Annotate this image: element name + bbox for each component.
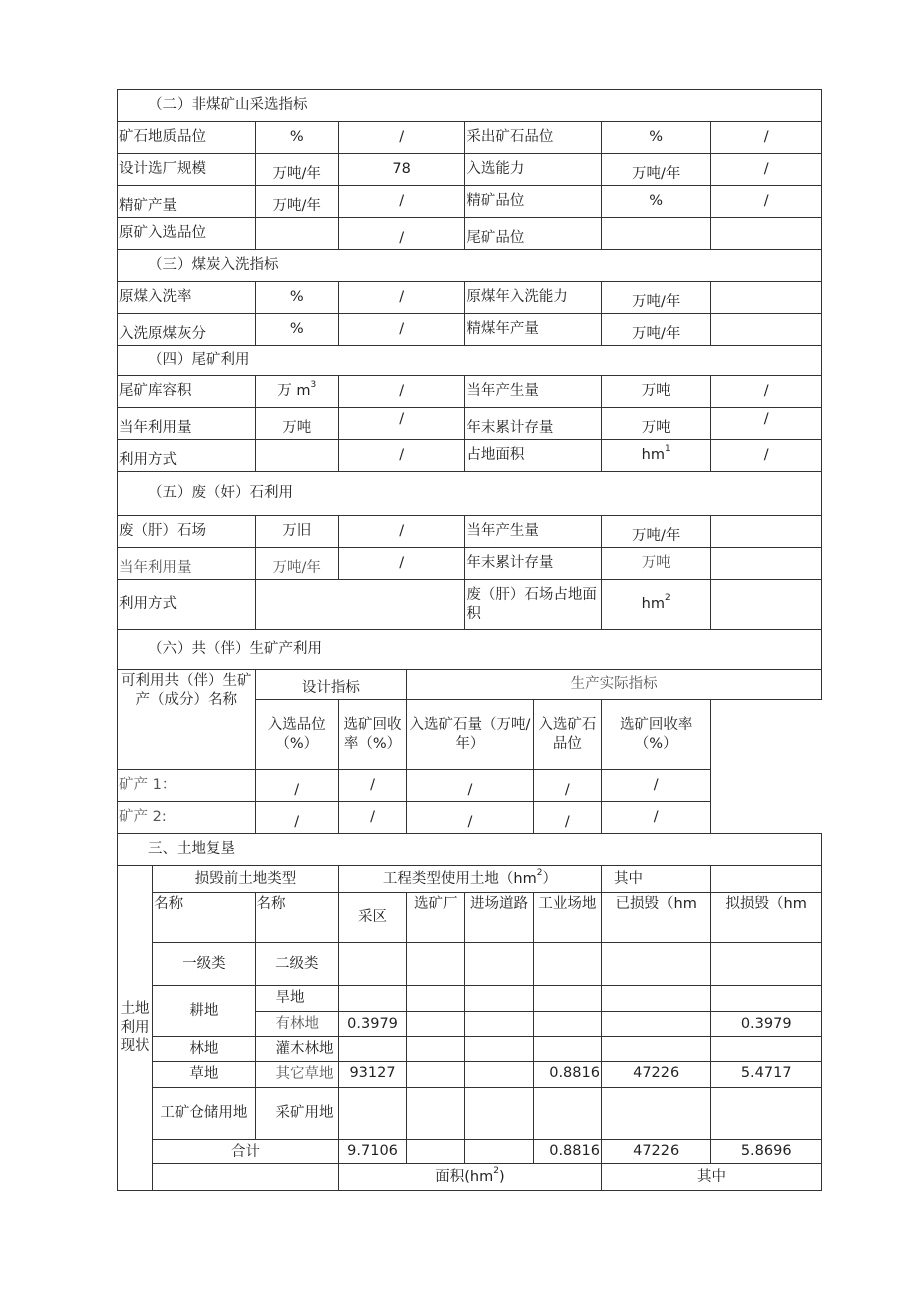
qizhong-header: 其中 [601, 866, 710, 893]
tail-cumulative-value: / [711, 408, 822, 440]
col-ore-amount: 入选矿石量（万吨/年） [407, 700, 534, 770]
land-row-planned [711, 1037, 822, 1062]
co-mineral-row-v4: / [533, 770, 601, 802]
clean-output-value [711, 314, 822, 346]
tail-method-unit [255, 440, 338, 472]
land-row-industrial [533, 986, 601, 1012]
land-row-planned: 5.4717 [711, 1062, 822, 1088]
land-row-level1: 林地 [153, 1037, 255, 1062]
qizhong-spacer [711, 866, 822, 893]
raw-grade-value: / [338, 218, 465, 250]
actual-index-header: 生产实际指标 [407, 670, 822, 700]
tailing-grade-unit [601, 218, 710, 250]
ore-grade-value: / [338, 122, 465, 154]
wash-capacity-label: 原煤年入洗能力 [465, 282, 602, 314]
capacity-unit: 万吨/年 [601, 154, 710, 186]
waste-cumulative-unit: 万吨 [601, 548, 710, 580]
total-mining: 9.7106 [338, 1140, 406, 1164]
ash-unit: % [255, 314, 338, 346]
pond-label: 尾矿库容积 [118, 376, 256, 408]
waste-annual-use-label: 当年利用量 [118, 548, 256, 580]
raw-grade-unit [255, 218, 338, 250]
total-planned: 5.8696 [711, 1140, 822, 1164]
co-mineral-row-v1: / [255, 802, 338, 834]
waste-method-value [255, 580, 465, 630]
engineering-land-header: 工程类型使用土地$(hm^2)$ [338, 866, 601, 893]
col-ore-grade: 入选矿石品位 [533, 700, 601, 770]
waste-cumulative-label: 年末累计存量 [465, 548, 602, 580]
mined-grade-unit: % [601, 122, 710, 154]
plant-scale-value: 78 [338, 154, 465, 186]
land-row-mining: 93127 [338, 1062, 406, 1088]
col-access-road: 进场道路 [465, 893, 533, 943]
co-mineral-row-v1: / [255, 770, 338, 802]
land-row-industrial [533, 1088, 601, 1140]
col-recovery: 选矿回收率（%） [338, 700, 406, 770]
land-row-industrial: 0.8816 [533, 1062, 601, 1088]
yard-unit: 万旧 [255, 516, 338, 548]
land-row-mining [338, 1088, 406, 1140]
tailing-grade-label: 尾矿品位 [465, 218, 602, 250]
land-use-status-label: 土地利用现状 [118, 866, 153, 1191]
waste-annual-gen-value [711, 516, 822, 548]
co-mineral-row-v3: / [407, 770, 534, 802]
clean-output-label: 精煤年产量 [465, 314, 602, 346]
tail-area-unit: $hm^1$ [601, 440, 710, 472]
tail-cumulative-unit: 万吨 [601, 408, 710, 440]
land-row-damaged [601, 1088, 710, 1140]
land-row-level2: 灌木林地 [255, 1037, 338, 1062]
level-1-header: 一级类 [153, 943, 255, 986]
plant-scale-unit: 万吨/年 [255, 154, 338, 186]
tail-annual-use-label: 当年利用量 [118, 408, 256, 440]
section-2-title: （二）非煤矿山采选指标 [118, 90, 822, 122]
wash-rate-unit: % [255, 282, 338, 314]
co-mineral-row-v2: / [338, 802, 406, 834]
co-mineral-row-v5: / [601, 770, 710, 802]
pond-unit: 万 $m^3$ [255, 376, 338, 408]
col-recovery-2: 选矿回收率（%） [601, 700, 710, 770]
waste-annual-gen-label: 当年产生量 [465, 516, 602, 548]
tailing-grade-value [711, 218, 822, 250]
section-3-title: （三）煤炭入洗指标 [118, 250, 822, 282]
tail-method-label: 利用方式 [118, 440, 256, 472]
co-mineral-name-header: 可利用共（伴）生矿产（成分）名称 [118, 670, 256, 770]
mined-grade-label: 采出矿石品位 [465, 122, 602, 154]
clean-output-unit: 万吨/年 [601, 314, 710, 346]
col-planned-damage: 拟损毁（hm [711, 893, 822, 943]
pond-value: / [338, 376, 465, 408]
waste-method-label: 利用方式 [118, 580, 256, 630]
wash-rate-value: / [338, 282, 465, 314]
land-reclamation-title: 三、土地复垦 [118, 834, 822, 866]
ash-label: 入洗原煤灰分 [118, 314, 256, 346]
land-row-industrial [533, 1012, 601, 1037]
area-header: 面积$(hm^2)$ [338, 1164, 601, 1191]
wash-capacity-value [711, 282, 822, 314]
raw-grade-label: 原矿入选品位 [118, 218, 256, 250]
land-row-level1: 工矿仓储用地 [153, 1088, 255, 1140]
plant-scale-label: 设计选厂规模 [118, 154, 256, 186]
area-header-spacer [153, 1164, 339, 1191]
col-industrial-site: 工业场地 [533, 893, 601, 943]
concentrate-output-label: 精矿产量 [118, 186, 256, 218]
name-header-2: 名称 [255, 893, 338, 943]
tail-method-value: / [338, 440, 465, 472]
waste-area-value [711, 580, 822, 630]
tail-annual-use-value: / [338, 408, 465, 440]
tail-annual-gen-value: / [711, 376, 822, 408]
capacity-label: 入选能力 [465, 154, 602, 186]
tail-area-label: 占地面积 [465, 440, 602, 472]
land-row-level2: 其它草地 [255, 1062, 338, 1088]
col-mining-area: 采区 [338, 893, 406, 943]
yard-label: 废（肝）石场 [118, 516, 256, 548]
col-damaged: 已损毁（hm [601, 893, 710, 943]
land-row-damaged [601, 1037, 710, 1062]
land-row-mining [338, 986, 406, 1012]
capacity-value: / [711, 154, 822, 186]
waste-annual-use-unit: 万吨/年 [255, 548, 338, 580]
section-4-title: （四）尾矿利用 [118, 346, 822, 376]
land-row-level2: 采矿用地 [255, 1088, 338, 1140]
land-row-mining: 0.3979 [338, 1012, 406, 1037]
co-mineral-row-v4: / [533, 802, 601, 834]
section-6-title: （六）共（伴）生矿产利用 [118, 630, 822, 670]
tail-area-value: / [711, 440, 822, 472]
section-5-title: （五）废（奸）石利用 [118, 472, 822, 516]
design-index-header: 设计指标 [255, 670, 407, 700]
land-row-mining [338, 1037, 406, 1062]
land-row-planned [711, 986, 822, 1012]
mined-grade-value: / [711, 122, 822, 154]
col-feed-grade: 入选品位（%） [255, 700, 338, 770]
land-row-damaged [601, 986, 710, 1012]
land-row-planned: 0.3979 [711, 1012, 822, 1037]
land-row-industrial [533, 1037, 601, 1062]
ash-value: / [338, 314, 465, 346]
land-row-level1: 草地 [153, 1062, 255, 1088]
land-row-damaged [601, 1012, 710, 1037]
yard-value: / [338, 516, 465, 548]
col-processing-plant: 选矿厂 [407, 893, 465, 943]
concentrate-grade-value: / [711, 186, 822, 218]
land-row-damaged: 47226 [601, 1062, 710, 1088]
land-row-level2: 旱地 [255, 986, 338, 1012]
land-row-level2: 有林地 [255, 1012, 338, 1037]
co-mineral-row-name: 矿产 2: [118, 802, 256, 834]
concentrate-grade-unit: % [601, 186, 710, 218]
co-mineral-row-v3: / [407, 802, 534, 834]
form-table [117, 89, 822, 1191]
co-mineral-row-v2: / [338, 770, 406, 802]
tail-annual-gen-unit: 万吨 [601, 376, 710, 408]
waste-area-label: 废（肝）石场占地面积 [465, 580, 602, 630]
ore-grade-label: 矿石地质品位 [118, 122, 256, 154]
land-row-planned [711, 1088, 822, 1140]
waste-annual-gen-unit: 万吨/年 [601, 516, 710, 548]
tail-annual-use-unit: 万吨 [255, 408, 338, 440]
land-row-level1: 耕地 [153, 986, 255, 1037]
co-mineral-row-v5: / [601, 802, 710, 834]
waste-annual-use-value: / [338, 548, 465, 580]
pre-damage-type-header: 损毁前土地类型 [153, 866, 339, 893]
wash-rate-label: 原煤入洗率 [118, 282, 256, 314]
level-2-header: 二级类 [255, 943, 338, 986]
total-damaged: 47226 [601, 1140, 710, 1164]
name-header-1: 名称 [153, 893, 255, 943]
tail-annual-gen-label: 当年产生量 [465, 376, 602, 408]
concentrate-grade-label: 精矿品位 [465, 186, 602, 218]
concentrate-output-value: / [338, 186, 465, 218]
tail-cumulative-label: 年末累计存量 [465, 408, 602, 440]
concentrate-output-unit: 万吨/年 [255, 186, 338, 218]
waste-area-unit: $hm^2$ [601, 580, 710, 630]
wash-capacity-unit: 万吨/年 [601, 282, 710, 314]
waste-cumulative-value [711, 548, 822, 580]
total-label: 合计 [153, 1140, 339, 1164]
total-industrial: 0.8816 [533, 1140, 601, 1164]
co-mineral-row-name: 矿产 1： [118, 770, 256, 802]
ore-grade-unit: % [255, 122, 338, 154]
qizhong-header-2: 其中 [601, 1164, 821, 1191]
